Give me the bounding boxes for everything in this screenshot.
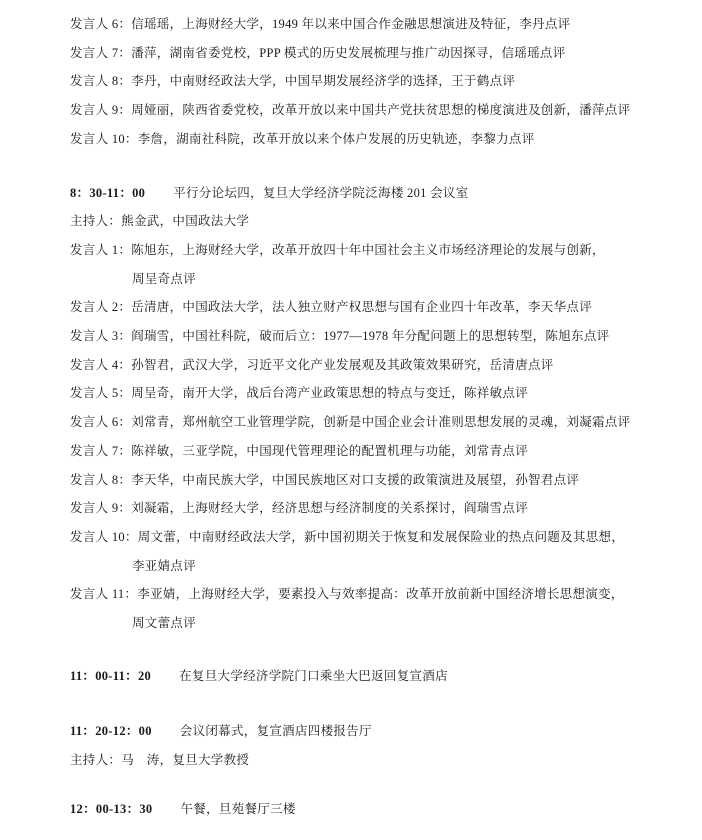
speaker-label: 发言人 3： <box>70 329 132 344</box>
commenter-text: 李亚婧点评 <box>132 558 197 573</box>
speaker-label: 发言人 8： <box>70 74 132 89</box>
speaker-label: 发言人 5： <box>70 386 132 401</box>
speaker-label: 发言人 7： <box>70 45 132 60</box>
speaker-topic: 刘常青，郑州航空工业管理学院，创新是中国企业会计准则思想发展的灵魂，刘凝霜点评 <box>131 415 631 430</box>
speaker-topic: 周文蕾，中南财经政法大学，新中国初期关于恢复和发展保险业的热点问题及其思想， <box>137 529 625 544</box>
speaker-entry <box>70 408 695 437</box>
speaker-topic: 孙智君，武汉大学，习近平文化产业发展观及其政策效果研究，岳清唐点评 <box>131 357 554 372</box>
session-title: 平行分论坛四，复旦大学经济学院泛海楼 201 会议室 <box>173 185 469 200</box>
speaker-topic: 陈祥敏，三亚学院，中国现代管理理论的配置机理与功能，刘常青点评 <box>131 443 528 458</box>
speaker-label: 发言人 7： <box>70 443 132 458</box>
speaker-topic: 刘凝霜，上海财经大学，经济思想与经济制度的关系探讨，阎瑞雪点评 <box>131 501 528 516</box>
speaker-entry <box>70 10 695 39</box>
program-schedule <box>70 10 695 824</box>
speaker-entry <box>70 236 695 265</box>
speaker-label: 发言人 9： <box>70 103 132 118</box>
speaker-label: 发言人 6： <box>70 415 132 430</box>
speaker-topic: 周呈奇，南开大学，战后台湾产业政策思想的特点与变迁，陈祥敏点评 <box>131 386 528 401</box>
speaker-entry <box>70 523 695 552</box>
speaker-topic: 信瑶瑶，上海财经大学，1949 年以来中国合作金融思想演进及特征，李丹点评 <box>131 17 571 31</box>
speaker-entry <box>70 466 695 495</box>
speaker-label: 发言人 9： <box>70 501 132 516</box>
session-time-row <box>70 795 695 824</box>
speaker-entry <box>70 322 695 351</box>
session-title: 午餐，旦苑餐厅三楼 <box>180 801 296 816</box>
speaker-entry <box>70 67 695 96</box>
speaker-entry <box>70 379 695 408</box>
speaker-label: 发言人 8： <box>70 472 132 487</box>
speaker-entry <box>70 494 695 523</box>
speaker-topic: 阎瑞雪，中国社科院，破而后立：1977—1978 年分配问题上的思想转型，陈旭东点评 <box>131 329 610 344</box>
session-time-row <box>70 662 695 691</box>
speaker-topic: 李天华，中南民族大学，中国民族地区对口支援的政策演进及展望，孙智君点评 <box>131 472 580 487</box>
commenter-text: 周呈奇点评 <box>132 271 197 286</box>
speaker-label: 发言人 10： <box>70 529 138 544</box>
session-time: 8：30-11：00 <box>70 185 146 200</box>
host-name: 熊金武，中国政法大学 <box>121 214 250 229</box>
speaker-entry <box>70 39 695 68</box>
speaker-topic: 李丹，中南财经政法大学，中国早期发展经济学的选择，王于鹤点评 <box>131 74 516 89</box>
host-label: 主持人： <box>70 214 122 229</box>
speaker-entry <box>70 351 695 380</box>
speaker-label: 发言人 1： <box>70 242 132 257</box>
speaker-entry <box>70 125 695 154</box>
speaker-topic: 陈旭东，上海财经大学，改革开放四十年中国社会主义市场经济理论的发展与创新， <box>131 242 605 257</box>
session-time-row <box>70 179 695 208</box>
host-row <box>70 746 695 775</box>
host-name: 马 涛，复旦大学教授 <box>121 753 250 768</box>
speaker-topic: 李亚婧，上海财经大学，要素投入与效率提高：改革开放前新中国经济增长思想演变， <box>137 587 624 602</box>
speaker-topic: 周娅丽，陕西省委党校，改革开放以来中国共产党扶贫思想的梯度演进及创新，潘萍点评 <box>131 103 631 118</box>
speaker-commenter-line <box>70 552 695 581</box>
session-time-row <box>70 717 695 746</box>
speaker-entry <box>70 96 695 125</box>
speaker-entry <box>70 437 695 466</box>
speaker-label: 发言人 6： <box>70 17 132 31</box>
speaker-topic: 岳清唐，中国政法大学，法人独立财产权思想与国有企业四十年改革，李天华点评 <box>131 300 592 315</box>
speaker-label: 发言人 11： <box>70 587 138 602</box>
speaker-label: 发言人 4： <box>70 357 132 372</box>
speaker-label: 发言人 2： <box>70 300 132 315</box>
host-label: 主持人： <box>70 753 122 768</box>
speaker-topic: 潘萍，湖南省委党校，PPP 模式的历史发展梳理与推广动因探寻，信瑶瑶点评 <box>131 45 566 60</box>
commenter-text: 周文蕾点评 <box>132 616 197 631</box>
session-title: 会议闭幕式，复宣酒店四楼报告厅 <box>179 724 372 739</box>
session-time: 11：00-11：20 <box>70 668 152 683</box>
session-title: 在复旦大学经济学院门口乘坐大巴返回复宣酒店 <box>179 668 448 683</box>
host-row <box>70 207 695 236</box>
speaker-topic: 李詹，湖南社科院，改革开放以来个体户发展的历史轨迹，李黎力点评 <box>137 131 535 146</box>
speaker-label: 发言人 10： <box>70 131 138 146</box>
speaker-entry <box>70 580 695 609</box>
speaker-entry <box>70 293 695 322</box>
session-time: 11：20-12：00 <box>70 724 152 739</box>
speaker-commenter-line <box>70 609 695 638</box>
speaker-commenter-line <box>70 265 695 294</box>
session-time: 12：00-13：30 <box>70 801 153 816</box>
